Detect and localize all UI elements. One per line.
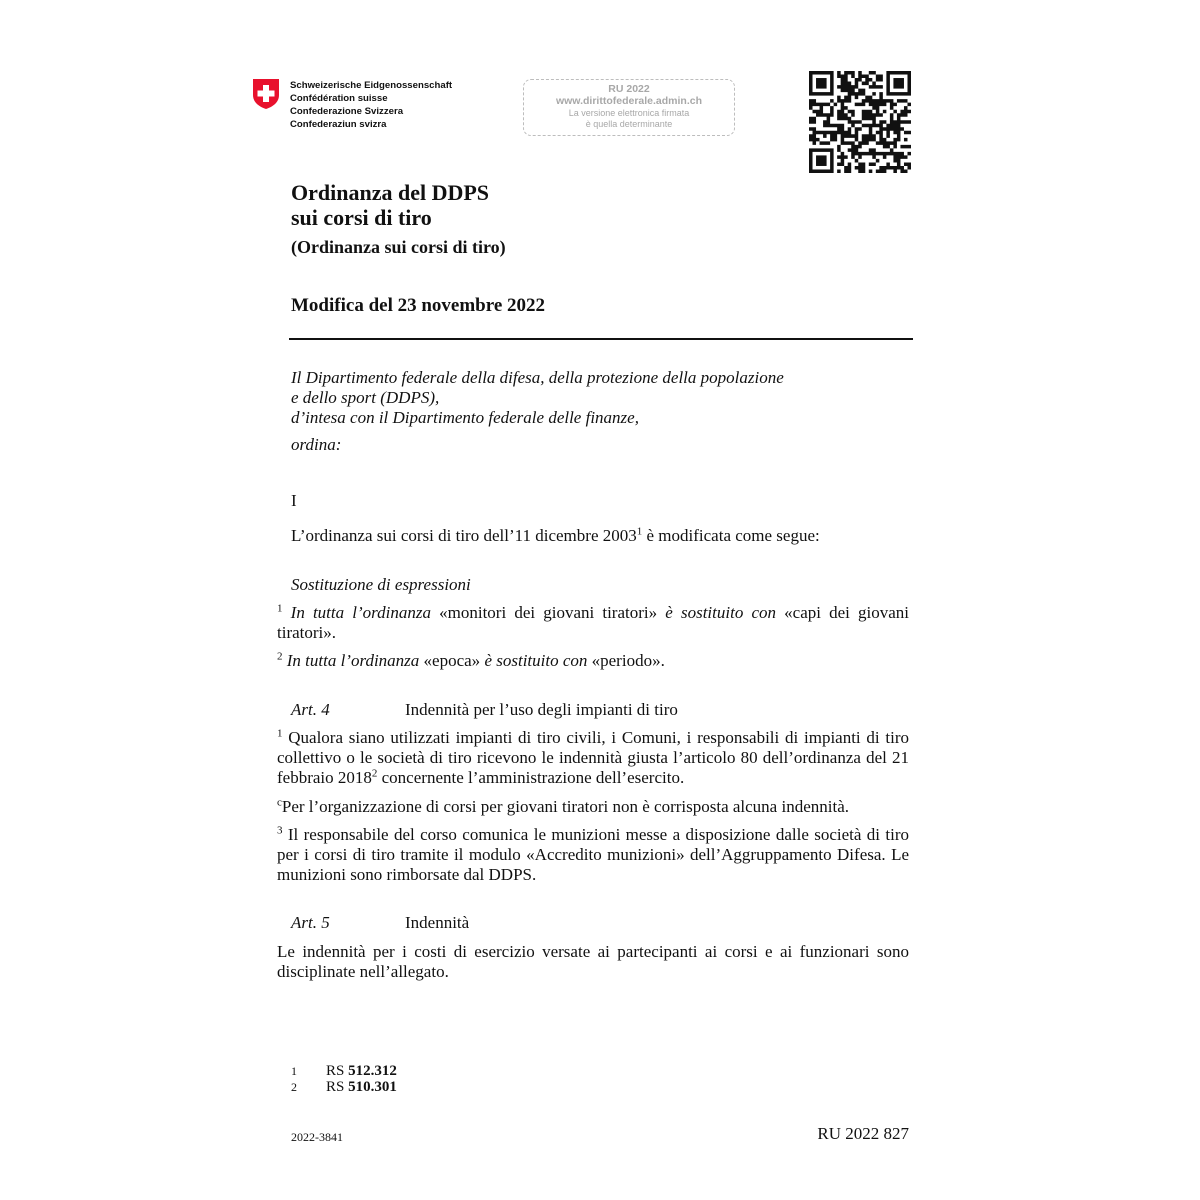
intro-text: L’ordinanza sui corsi di tiro dell’11 dicembre 2003 — [291, 526, 637, 545]
footnote-reference[interactable]: 510.301 — [348, 1079, 397, 1095]
paragraph-text: «periodo». — [587, 651, 665, 670]
paragraph-number: 3 — [277, 824, 283, 837]
paragraph-number: 1 — [277, 602, 283, 615]
replacement-paragraph-2 — [277, 651, 909, 671]
preamble-line-1: Il Dipartimento federale della difesa, della protezione della popolazione — [291, 368, 784, 387]
paragraph-number: 2 — [277, 650, 283, 663]
qr-finder-center-0 — [816, 78, 827, 89]
replacement-paragraph-1 — [277, 603, 909, 643]
document-code: 2022-3841 — [291, 1130, 343, 1144]
paragraph-text: Qualora siano utilizzati impianti di tiro civili, i Comuni, i responsabili di impianti di tiro collettivo o le società di tiro ricevono le indennità giusta l’articolo 80 dell’ordinanza del 21 febbraio 2018 — [277, 728, 909, 787]
qr-finder-center-2 — [816, 155, 827, 166]
preamble — [291, 368, 784, 428]
footnote-1-number: 1 — [291, 1064, 297, 1078]
article-5-paragraph: Le indennità per i costi di esercizio versate ai partecipanti ai corsi e ai funzionari sono disciplinate nell’allegato. — [277, 942, 909, 981]
federation-names — [290, 79, 452, 131]
footnote-ref-2[interactable]: 2 — [371, 767, 378, 780]
stamp-note-2: è quella determinante — [585, 119, 673, 129]
amendment-date: Modifica del 23 novembre 2022 — [291, 295, 546, 316]
short-title: (Ordinanza sui corsi di tiro) — [291, 237, 506, 257]
paragraph-italic: In tutta l’ordinanza — [286, 651, 420, 670]
footnote-1 — [326, 1063, 397, 1080]
federation-name-fr: Confédération suisse — [290, 93, 388, 104]
article-4-title: Indennità per l’uso degli impianti di tiro — [405, 700, 678, 719]
official-compilation-reference: RU 2022 827 — [817, 1124, 909, 1143]
paragraph-number: c — [277, 796, 282, 809]
footnote-ref-1[interactable]: 1 — [636, 525, 643, 538]
article-4-paragraph-2 — [277, 797, 909, 817]
footnote-prefix: RS — [326, 1063, 349, 1079]
official-publication-stamp — [523, 79, 735, 136]
swiss-cross-icon — [252, 78, 280, 110]
qr-code-icon — [809, 71, 911, 173]
paragraph-text: «monitori dei giovani tiratori» — [430, 603, 666, 622]
stamp-url[interactable]: www.dirittofederale.admin.ch — [555, 95, 703, 107]
paragraph-text: «capi dei giovani tiratori». — [277, 603, 910, 642]
footnote-reference[interactable]: 512.312 — [348, 1063, 397, 1079]
title-line-1: Ordinanza del DDPS — [291, 180, 490, 205]
paragraph-text: Il responsabile del corso comunica le munizioni messe a disposizione dalle società di tiro per i corsi di tiro tramite il modulo «Accredito munizioni» dell’Aggruppamento Difesa. Le munizioni sono rimborsate dal DDPS. — [277, 825, 909, 884]
paragraph-italic: In tutta l’ordinanza — [290, 603, 431, 622]
preamble-ordina: ordina: — [291, 435, 342, 454]
stamp-ru: RU 2022 — [608, 83, 650, 95]
paragraph-italic: è sostituito con — [665, 603, 777, 622]
footnote-2-number: 2 — [291, 1080, 297, 1094]
section-heading: Sostituzione di espressioni — [291, 575, 471, 594]
title-line-2: sui corsi di tiro — [291, 205, 432, 230]
intro-text-end: è modificata come segue: — [642, 526, 820, 545]
federation-name-rm: Confederaziun svizra — [290, 119, 387, 130]
paragraph-text: concernente l’amministrazione dell’esercito. — [377, 768, 685, 787]
document-title — [291, 180, 489, 230]
paragraph-text: Per l’organizzazione di corsi per giovani tiratori non è corrisposta alcuna indennità. — [281, 797, 849, 816]
article-4-paragraph-1 — [277, 728, 909, 788]
article-4-paragraph-3 — [277, 825, 909, 885]
article-5-title: Indennità — [405, 913, 470, 932]
paragraph-text: «epoca» — [419, 651, 485, 670]
paragraph-number: 1 — [277, 727, 283, 740]
intro-paragraph — [291, 526, 820, 546]
federation-name-de: Schweizerische Eidgenossenschaft — [290, 80, 453, 91]
preamble-line-2: e dello sport (DDPS), — [291, 388, 440, 407]
article-4-number: Art. 4 — [291, 700, 330, 719]
qr-finder-center-1 — [893, 78, 904, 89]
paragraph-italic: è sostituito con — [484, 651, 588, 670]
footnote-2 — [326, 1079, 397, 1096]
section-roman-numeral: I — [291, 491, 297, 510]
title-divider — [289, 338, 913, 340]
stamp-note-1: La versione elettronica firmata — [568, 108, 690, 118]
federation-name-it: Confederazione Svizzera — [290, 106, 404, 117]
preamble-line-3: d’intesa con il Dipartimento federale delle finanze, — [291, 408, 639, 427]
footnote-prefix: RS — [326, 1079, 349, 1095]
article-5-number: Art. 5 — [291, 913, 330, 932]
